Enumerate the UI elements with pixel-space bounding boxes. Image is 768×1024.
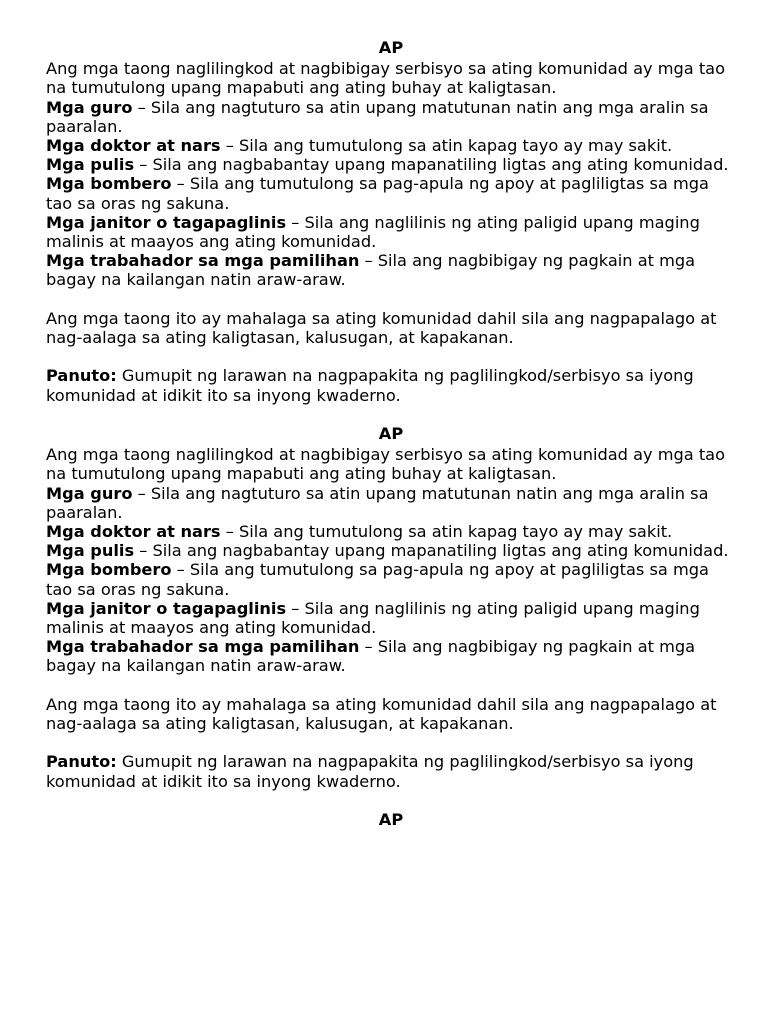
service-item bbox=[46, 522, 736, 541]
service-description: – Sila ang tumutulong sa atin kapag tayo ay may sakit. bbox=[220, 522, 673, 541]
service-description: – Sila ang nagbibigay ng pagkain at mga bagay na kailangan natin araw-araw. bbox=[46, 251, 696, 290]
paragraph-gap bbox=[46, 290, 736, 309]
service-term: Mga trabahador sa mga pamilihan bbox=[46, 637, 360, 657]
paragraph-gap bbox=[46, 676, 736, 695]
service-description: – Sila ang tumutulong sa pag-apula ng apoy at pagliligtas sa mga tao sa oras ng sakuna. bbox=[46, 174, 709, 213]
service-term: Mga pulis bbox=[46, 541, 135, 561]
service-item bbox=[46, 251, 736, 289]
service-description: – Sila ang naglilinis ng ating paligid upang maging malinis at maayos ang ating komunidad. bbox=[46, 212, 700, 252]
service-description: – Sila ang nagbabantay upang mapanatiling ligtas ang ating komunidad. bbox=[134, 541, 729, 561]
service-description: – Sila ang nagbabantay upang mapanatiling ligtas ang ating komunidad. bbox=[134, 155, 729, 175]
instruction-text: Gumupit ng larawan na nagpapakita ng paglilingkod/serbisyo sa iyong komunidad at idikit ito sa inyong kwaderno. bbox=[46, 752, 694, 791]
service-item bbox=[46, 213, 736, 251]
service-description: – Sila ang tumutulong sa atin kapag tayo ay may sakit. bbox=[220, 136, 673, 155]
service-term: Mga bombero bbox=[46, 560, 172, 580]
document-page bbox=[46, 38, 736, 831]
paragraph-gap bbox=[46, 733, 736, 752]
service-term: Mga doktor at nars bbox=[46, 522, 221, 541]
service-term: Mga bombero bbox=[46, 174, 172, 194]
lesson-section-partial bbox=[46, 810, 736, 829]
service-term: Mga pulis bbox=[46, 155, 135, 175]
service-term: Mga doktor at nars bbox=[46, 136, 221, 155]
instruction-text: Gumupit ng larawan na nagpapakita ng paglilingkod/serbisyo sa iyong komunidad at idikit ito sa inyong kwaderno. bbox=[46, 366, 694, 405]
intro-paragraph: Ang mga taong naglilingkod at nagbibigay serbisyo sa ating komunidad ay mga tao na tumutulong upang mapabuti ang ating buhay at kaligtasan. bbox=[46, 59, 725, 98]
closing-paragraph: Ang mga taong ito ay mahalaga sa ating komunidad dahil sila ang nagpapalago at nag-aalaga sa ating kaligtasan, kalusugan, at kapakanan. bbox=[46, 308, 717, 348]
service-term: Mga guro bbox=[46, 97, 133, 117]
service-item bbox=[46, 484, 736, 522]
service-item bbox=[46, 599, 736, 637]
service-description: – Sila ang nagbibigay ng pagkain at mga bagay na kailangan natin araw-araw. bbox=[46, 637, 696, 676]
instruction-label: Panuto: bbox=[46, 366, 117, 386]
service-item bbox=[46, 541, 736, 560]
service-description: – Sila ang nagtuturo sa atin upang matutunan natin ang mga aralin sa paaralan. bbox=[46, 483, 709, 522]
service-description: – Sila ang tumutulong sa pag-apula ng apoy at pagliligtas sa mga tao sa oras ng sakuna. bbox=[46, 560, 709, 599]
instruction-paragraph bbox=[46, 366, 736, 404]
intro-paragraph: Ang mga taong naglilingkod at nagbibigay serbisyo sa ating komunidad ay mga tao na tumutulong upang mapabuti ang ating buhay at kaligtasan. bbox=[46, 445, 725, 484]
service-item bbox=[46, 98, 736, 136]
paragraph-gap bbox=[46, 347, 736, 366]
service-term: Mga janitor o tagapaglinis bbox=[46, 598, 287, 618]
section-title: AP bbox=[378, 424, 404, 443]
lesson-section bbox=[46, 38, 736, 405]
section-title: AP bbox=[378, 38, 404, 57]
service-item bbox=[46, 560, 736, 598]
closing-paragraph: Ang mga taong ito ay mahalaga sa ating komunidad dahil sila ang nagpapalago at nag-aalaga sa ating kaligtasan, kalusugan, at kapakanan. bbox=[46, 694, 717, 734]
service-description: – Sila ang nagtuturo sa atin upang matutunan natin ang mga aralin sa paaralan. bbox=[46, 97, 709, 136]
service-item bbox=[46, 174, 736, 212]
service-description: – Sila ang naglilinis ng ating paligid upang maging malinis at maayos ang ating komunidad. bbox=[46, 598, 700, 638]
service-item bbox=[46, 136, 736, 155]
lesson-section bbox=[46, 424, 736, 791]
service-item bbox=[46, 155, 736, 174]
service-term: Mga janitor o tagapaglinis bbox=[46, 212, 287, 232]
service-term: Mga trabahador sa mga pamilihan bbox=[46, 251, 360, 271]
service-item bbox=[46, 637, 736, 675]
section-title: AP bbox=[378, 810, 404, 829]
instruction-paragraph bbox=[46, 752, 736, 790]
service-term: Mga guro bbox=[46, 483, 133, 503]
instruction-label: Panuto: bbox=[46, 752, 117, 772]
